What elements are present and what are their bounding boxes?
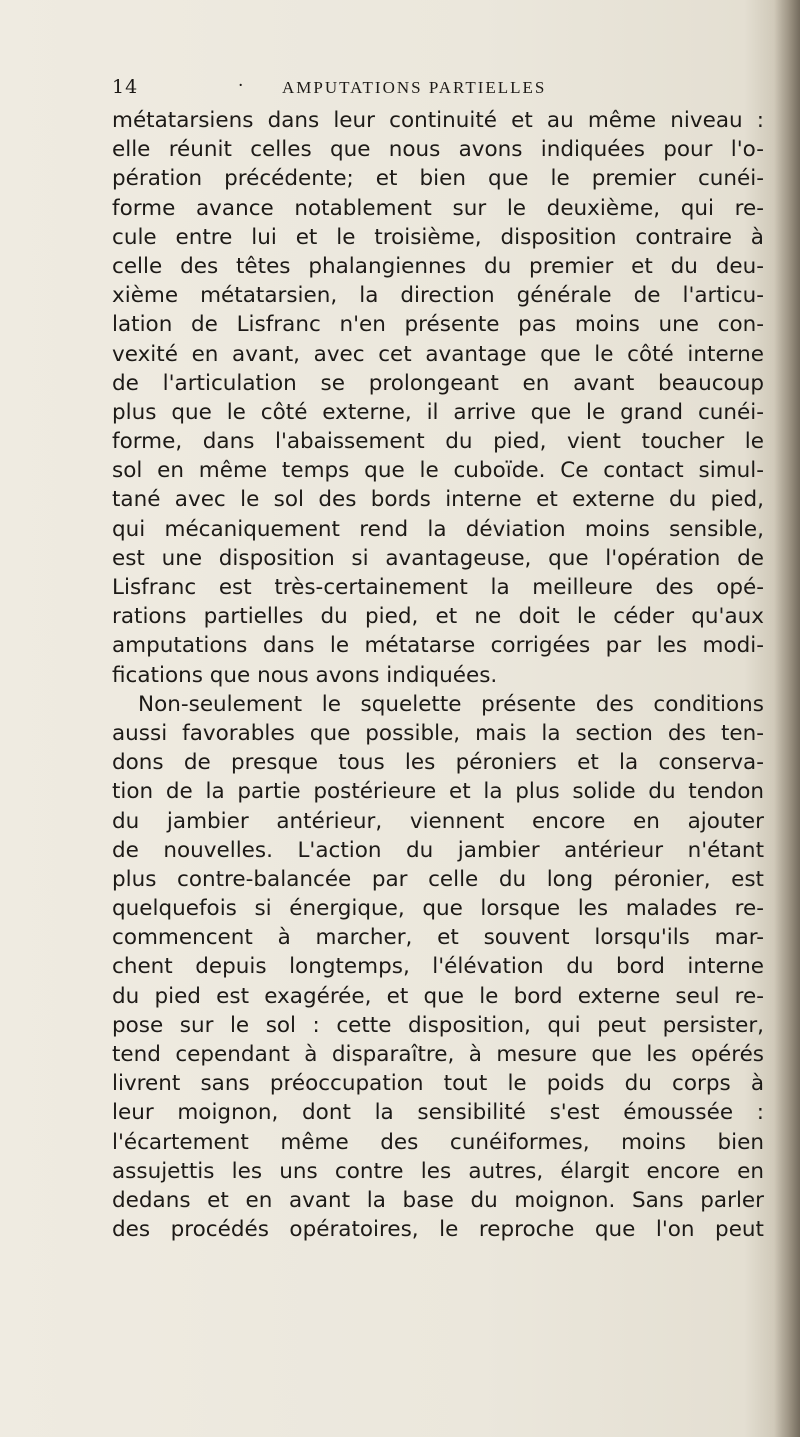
text-line: tané avec le sol des bords interne et externe du pied, xyxy=(112,487,764,513)
text-line: xième métatarsien, la direction générale de l'articu- xyxy=(112,283,764,309)
text-line: l'écartement même des cunéiformes, moins bien xyxy=(112,1129,764,1155)
text-line: de nouvelles. L'action du jambier antérieur n'étant xyxy=(112,837,764,863)
text-line: forme, dans l'abaissement du pied, vient toucher le xyxy=(112,429,764,455)
page-number: 14 xyxy=(112,76,139,98)
text-line: assujettis les uns contre les autres, élargit encore en xyxy=(112,1158,764,1184)
text-line: chent depuis longtemps, l'élévation du bord interne xyxy=(112,954,764,980)
text-line-paragraph-start: Non-seulement le squelette présente des conditions xyxy=(138,691,764,717)
text-line: rations partielles du pied, et ne doit le céder qu'aux xyxy=(112,604,764,630)
text-line: sol en même temps que le cuboïde. Ce contact simul- xyxy=(112,458,764,484)
text-line: dons de presque tous les péroniers et la conserva- xyxy=(112,750,764,776)
text-line: du jambier antérieur, viennent encore en ajouter xyxy=(112,808,764,834)
text-line: tend cependant à disparaître, à mesure que les opérés xyxy=(112,1042,764,1067)
text-line: celle des têtes phalangiennes du premier et du deu- xyxy=(112,253,764,279)
page-header xyxy=(112,76,732,102)
text-line: du pied est exagérée, et que le bord externe seul re- xyxy=(112,983,764,1009)
text-line-paragraph-end: fications que nous avons indiquées. xyxy=(112,662,498,688)
text-line: pération précédente; et bien que le premier cunéi- xyxy=(112,166,764,192)
text-line: plus que le côté externe, il arrive que le grand cunéi- xyxy=(112,399,764,425)
text-line: des procédés opératoires, le reproche que l'on peut xyxy=(112,1217,764,1243)
text-line: aussi favorables que possible, mais la section des ten- xyxy=(112,720,764,746)
text-line: plus contre-balancée par celle du long péronier, est xyxy=(112,866,764,892)
text-line: cule entre lui et le troisième, disposition contraire à xyxy=(112,224,764,250)
text-line: tion de la partie postérieure et la plus solide du tendon xyxy=(112,779,764,805)
page-binding-edge xyxy=(774,0,800,1437)
text-line: amputations dans le métatarse corrigées par les modi- xyxy=(112,633,764,659)
text-line: dedans et en avant la base du moignon. Sans parler xyxy=(112,1187,764,1213)
text-line: de l'articulation se prolongeant en avant beaucoup xyxy=(112,370,764,396)
text-line: Lisfranc est très-certainement la meilleure des opé- xyxy=(112,575,764,600)
text-line: métatarsiens dans leur continuité et au même niveau : xyxy=(112,108,764,133)
text-line: est une disposition si avantageuse, que l'opération de xyxy=(112,545,764,571)
text-line: qui mécaniquement rend la déviation moins sensible, xyxy=(112,516,764,542)
text-line: livrent sans préoccupation tout le poids du corps à xyxy=(112,1071,764,1097)
text-line: commencent à marcher, et souvent lorsqu'ils mar- xyxy=(112,925,764,951)
running-head: AMPUTATIONS PARTIELLES xyxy=(282,78,547,97)
text-line: lation de Lisfranc n'en présente pas moins une con- xyxy=(112,312,764,338)
body-text xyxy=(112,106,764,1244)
text-line: pose sur le sol : cette disposition, qui peut persister, xyxy=(112,1012,764,1038)
header-separator: · xyxy=(238,76,244,96)
text-line: quelquefois si énergique, que lorsque les malades re- xyxy=(112,896,764,922)
text-line: forme avance notablement sur le deuxième, qui re- xyxy=(112,195,764,221)
text-line: elle réunit celles que nous avons indiquées pour l'o- xyxy=(112,137,764,163)
text-line: vexité en avant, avec cet avantage que le côté interne xyxy=(112,341,764,367)
text-line: leur moignon, dont la sensibilité s'est émoussée : xyxy=(112,1100,764,1126)
